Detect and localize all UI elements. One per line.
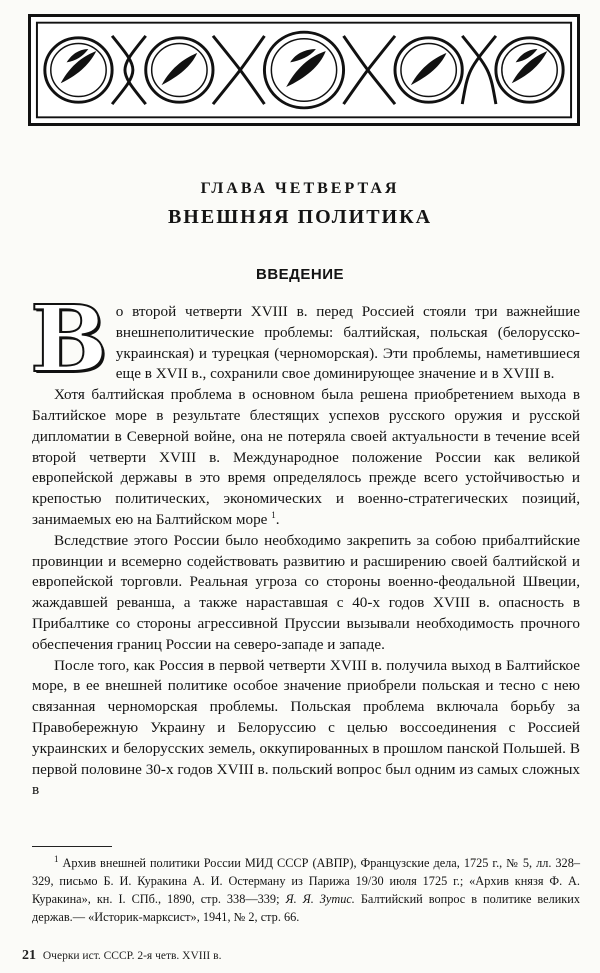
footnote-text-part1: Архив внешней политики России МИД СССР (АВПР), Французские дела, 1725 г., № 5, лл. 328–329, письмо Б. И. Куракина А. И. Остерману из Парижа 19/30 июля 1725 г.; «Архив князя Ф. А. Куракина», кн. I. СПб., 1890, стр. 338—339; [32,856,581,906]
footnote-text-part2: Балтийский вопрос в политике великих держав.— «Историк-марксист», 1941, № 2, стр. 66. [32,892,580,924]
paragraph-3 [32,531,580,656]
chapter-label: ГЛАВА ЧЕТВЕРТАЯ [200,180,400,197]
body-text [30,285,581,801]
paragraph-4 [32,656,580,802]
paragraph-3-text: Вследствие этого России было необходимо закрепить за собою прибалтийские провинции и всемерно содействовать развитию и расширению своей балтийской и европейской торговли. Реальная угроза со стороны военно-феодальной Швеции, жаждавшей реванша, а также нараставшая с 40-х годов XVIII в. опасность в Прибалтике со стороны агрессивной Пруссии вызывали необходимость прочного обеспечения границ России на северо-западе и западе. [32,531,580,653]
footnote-divider [32,846,112,847]
paragraph-4-text: После того, как Россия в первой четверти XVIII в. получила выход в Балтийское море, в ее внешней политике особое значение приобрели польская и тесно с нею связанная черноморская проблемы. Польская проблема включала борьбу за Правобережную Украину и Белоруссию с целью воссоединения с Россией украинских и белорусских земель, оккупированных в прошлом панской Польшей. В первой половине 30-х годов XVIII в. польский вопрос был одним из самых сложных в [32,656,581,799]
decorative-ornament-header [28,14,580,126]
footnote [32,854,580,926]
footnote-reference[interactable]: 1 [271,509,276,520]
drop-cap: В [30,285,108,393]
chapter-title: ВНЕШНЯЯ ПОЛИТИКА [167,206,433,228]
section-title: ВВЕДЕНИЕ [256,266,344,283]
paragraph-2-text: Хотя балтийская проблема в основном была решена приобретением выхода в Балтийское море в результате блестящих успехов русского оружия и русской дипломатии в Северной войне, она не потеряла своей актуальности в течение всей второй четверти XVIII в. Международное положение России как великой европейской державы в это время определялось прежде всего устойчивостью и крепостью политических, экономических и военно-стратегических позиций, занимаемых ею на Балтийском море [32,386,580,528]
signature-number: 21 [22,948,36,963]
page-footer [22,948,221,964]
ornament-interlace-icon [31,17,577,123]
paragraph-1 [30,285,580,393]
paragraph-2: Хотя балтийская проблема в основном была решена приобретением выхода в Балтийское море в результате блестящих успехов русского оружия и русской дипломатии в Северной войне, она не потеряла своей актуальности в течение всей второй четверти XVIII в. Международное положение России как великой европейской державы в это время определялось прежде всего устойчивостью и крепостью политических, экономических и военно-стратегических позиций, занимаемых ею на Балтийском море $^1$. [32,386,580,528]
footnote-marker: 1 [54,853,59,864]
paragraph-1-text: о второй четверти XVIII в. перед Россией стояли три важнейшие внешнеполитические проблемы: балтийская, польская (белорусско-украинская) и турецкая (черноморская). Эти проблемы, наметившиеся еще в XVII в., сохранили свое доминирующее значение и в XVIII в. [115,303,580,383]
signature-text: Очерки ист. СССР. 2-я четв. XVIII в. [42,950,222,962]
footnote-author: Я. Я. Зутис. [285,892,355,906]
